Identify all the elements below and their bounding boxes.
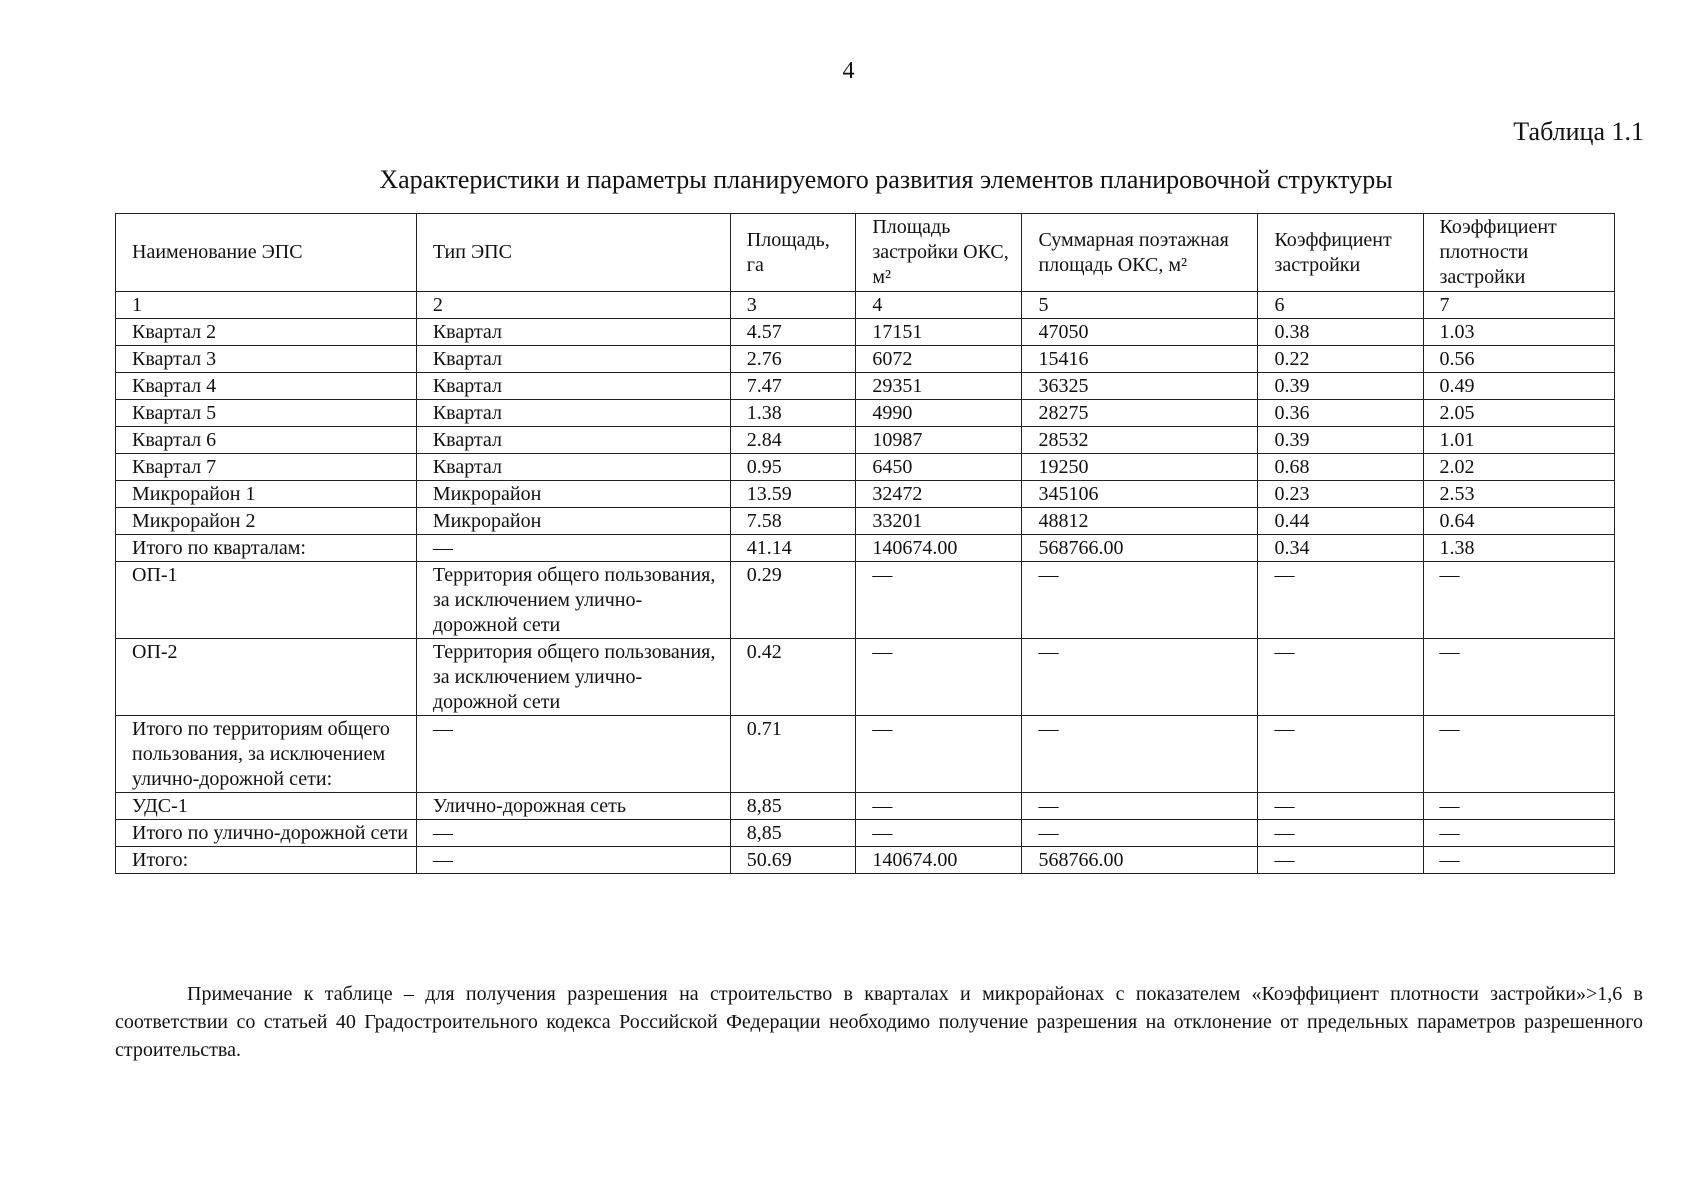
table-cell: УДС-1 xyxy=(116,793,417,820)
table-cell: 0.44 xyxy=(1258,508,1423,535)
table-cell: 50.69 xyxy=(730,847,856,874)
table-label: Таблица 1.1 xyxy=(1513,117,1644,146)
table-cell: 0.49 xyxy=(1423,373,1614,400)
table-cell: — xyxy=(856,793,1022,820)
table-cell: — xyxy=(416,820,730,847)
table-cell: 8,85 xyxy=(730,820,856,847)
table-cell: Квартал xyxy=(416,346,730,373)
header-cell: Площадь застройки ОКС, м² xyxy=(856,214,1022,292)
table-cell: ОП-1 xyxy=(116,562,417,639)
table-row xyxy=(116,716,1615,793)
table-cell: 4.57 xyxy=(730,319,856,346)
table-cell: — xyxy=(1022,562,1258,639)
note-text: Примечание к таблице – для получения разрешения на строительство в кварталах и микрорайонах с показателем «Коэффициент плотности застройки»>1,6 в соответствии со статьей 40 Градостроительного кодекса Российской Федерации необходимо получение разрешения на отклонение от предельных параметров разрешенного строительства. xyxy=(115,983,1643,1061)
header-cell: Коэффициент застройки xyxy=(1258,214,1423,292)
table-cell: — xyxy=(1423,639,1614,716)
table-cell: 0.42 xyxy=(730,639,856,716)
table-cell: 15416 xyxy=(1022,346,1258,373)
table-cell: 0.68 xyxy=(1258,454,1423,481)
table-row xyxy=(116,535,1615,562)
table-cell: 28532 xyxy=(1022,427,1258,454)
page-number: 4 xyxy=(842,58,855,84)
column-number: 2 xyxy=(416,292,730,319)
table-cell: 0.71 xyxy=(730,716,856,793)
table-cell: Квартал xyxy=(416,319,730,346)
table-cell: 0.36 xyxy=(1258,400,1423,427)
table-note xyxy=(115,980,1643,1064)
table-cell: 33201 xyxy=(856,508,1022,535)
table-cell: 36325 xyxy=(1022,373,1258,400)
table-cell: 0.39 xyxy=(1258,427,1423,454)
table-cell: 19250 xyxy=(1022,454,1258,481)
table-cell: — xyxy=(1258,820,1423,847)
table-row xyxy=(116,639,1615,716)
table-cell: — xyxy=(416,716,730,793)
table-cell: Территория общего пользования, за исключением улично-дорожной сети xyxy=(416,562,730,639)
table-row xyxy=(116,562,1615,639)
table-cell: Микрорайон xyxy=(416,481,730,508)
table-cell: — xyxy=(856,716,1022,793)
table-cell: 0.39 xyxy=(1258,373,1423,400)
table-cell: Квартал 6 xyxy=(116,427,417,454)
table-cell: Квартал 5 xyxy=(116,400,417,427)
table-cell: Квартал 2 xyxy=(116,319,417,346)
table-cell: Квартал 3 xyxy=(116,346,417,373)
table-cell: — xyxy=(416,535,730,562)
table-cell: ОП-2 xyxy=(116,639,417,716)
table-cell: — xyxy=(1022,716,1258,793)
table-cell: Квартал xyxy=(416,373,730,400)
table-cell: Итого по улично-дорожной сети xyxy=(116,820,417,847)
table-row xyxy=(116,346,1615,373)
table-cell: Квартал 4 xyxy=(116,373,417,400)
table-cell: 13.59 xyxy=(730,481,856,508)
column-number: 3 xyxy=(730,292,856,319)
table-cell: 0.23 xyxy=(1258,481,1423,508)
table-cell: — xyxy=(1423,793,1614,820)
table-row xyxy=(116,373,1615,400)
table-cell: 32472 xyxy=(856,481,1022,508)
table-cell: 6450 xyxy=(856,454,1022,481)
table-cell: — xyxy=(1022,820,1258,847)
column-number: 5 xyxy=(1022,292,1258,319)
header-cell: Тип ЭПС xyxy=(416,214,730,292)
header-cell: Площадь, га xyxy=(730,214,856,292)
table-cell: 48812 xyxy=(1022,508,1258,535)
table-cell: — xyxy=(1423,820,1614,847)
table-cell: — xyxy=(1423,562,1614,639)
table-cell: — xyxy=(1423,716,1614,793)
header-cell: Наименование ЭПС xyxy=(116,214,417,292)
table-cell: Микрорайон 1 xyxy=(116,481,417,508)
column-number: 1 xyxy=(116,292,417,319)
table-cell: Территория общего пользования, за исключением улично-дорожной сети xyxy=(416,639,730,716)
table-cell: 28275 xyxy=(1022,400,1258,427)
table-cell: — xyxy=(1423,847,1614,874)
table-cell: — xyxy=(856,562,1022,639)
column-number: 6 xyxy=(1258,292,1423,319)
table-cell: 0.29 xyxy=(730,562,856,639)
table-cell: 1.38 xyxy=(730,400,856,427)
table-cell: Микрорайон 2 xyxy=(116,508,417,535)
table-cell: — xyxy=(1258,793,1423,820)
table-cell: 1.03 xyxy=(1423,319,1614,346)
table-cell: 2.53 xyxy=(1423,481,1614,508)
header-row xyxy=(116,214,1615,292)
table-cell: 140674.00 xyxy=(856,535,1022,562)
table-cell: Квартал xyxy=(416,400,730,427)
table-row xyxy=(116,793,1615,820)
table-row xyxy=(116,508,1615,535)
table-cell: 140674.00 xyxy=(856,847,1022,874)
table-row xyxy=(116,820,1615,847)
table-cell: — xyxy=(1022,793,1258,820)
table-cell: 2.76 xyxy=(730,346,856,373)
table-cell: 2.84 xyxy=(730,427,856,454)
header-cell: Коэффициент плотности застройки xyxy=(1423,214,1614,292)
table-cell: — xyxy=(1258,639,1423,716)
parameters-table xyxy=(115,213,1615,874)
table-cell: 7.58 xyxy=(730,508,856,535)
table-cell: — xyxy=(856,820,1022,847)
table-cell: 29351 xyxy=(856,373,1022,400)
table-cell: Итого по территориям общего пользования, за исключением улично-дорожной сети: xyxy=(116,716,417,793)
table-title: Характеристики и параметры планируемого развития элементов планировочной структуры xyxy=(379,165,1393,194)
table-cell: — xyxy=(1022,639,1258,716)
table-cell: — xyxy=(1258,562,1423,639)
table-cell: 17151 xyxy=(856,319,1022,346)
table-cell: Квартал xyxy=(416,454,730,481)
table-cell: Квартал 7 xyxy=(116,454,417,481)
table-cell: 1.38 xyxy=(1423,535,1614,562)
table-cell: Квартал xyxy=(416,427,730,454)
table-cell: 6072 xyxy=(856,346,1022,373)
table-cell: 2.02 xyxy=(1423,454,1614,481)
header-cell: Суммарная поэтажная площадь ОКС, м² xyxy=(1022,214,1258,292)
table-body xyxy=(116,319,1615,874)
table-cell: 0.22 xyxy=(1258,346,1423,373)
table-cell: 2.05 xyxy=(1423,400,1614,427)
table-cell: 345106 xyxy=(1022,481,1258,508)
table-cell: Итого: xyxy=(116,847,417,874)
column-number: 7 xyxy=(1423,292,1614,319)
table-cell: 0.95 xyxy=(730,454,856,481)
table-cell: 4990 xyxy=(856,400,1022,427)
table-cell: 8,85 xyxy=(730,793,856,820)
table-cell: 0.34 xyxy=(1258,535,1423,562)
table-cell: 568766.00 xyxy=(1022,847,1258,874)
table-cell: 0.38 xyxy=(1258,319,1423,346)
table-row xyxy=(116,481,1615,508)
table-cell: 10987 xyxy=(856,427,1022,454)
table-row xyxy=(116,400,1615,427)
column-number-row xyxy=(116,292,1615,319)
table-cell: 568766.00 xyxy=(1022,535,1258,562)
table-cell: — xyxy=(1258,847,1423,874)
table-cell: — xyxy=(856,639,1022,716)
table-row xyxy=(116,454,1615,481)
table-cell: 7.47 xyxy=(730,373,856,400)
table-cell: Микрорайон xyxy=(416,508,730,535)
table-cell: Улично-дорожная сеть xyxy=(416,793,730,820)
table-row xyxy=(116,427,1615,454)
column-number: 4 xyxy=(856,292,1022,319)
table-cell: 47050 xyxy=(1022,319,1258,346)
table-cell: 1.01 xyxy=(1423,427,1614,454)
table-row xyxy=(116,319,1615,346)
table-row xyxy=(116,847,1615,874)
table-cell: Итого по кварталам: xyxy=(116,535,417,562)
table-cell: — xyxy=(1258,716,1423,793)
table-cell: 41.14 xyxy=(730,535,856,562)
table-cell: 0.64 xyxy=(1423,508,1614,535)
table-cell: 0.56 xyxy=(1423,346,1614,373)
table-cell: — xyxy=(416,847,730,874)
